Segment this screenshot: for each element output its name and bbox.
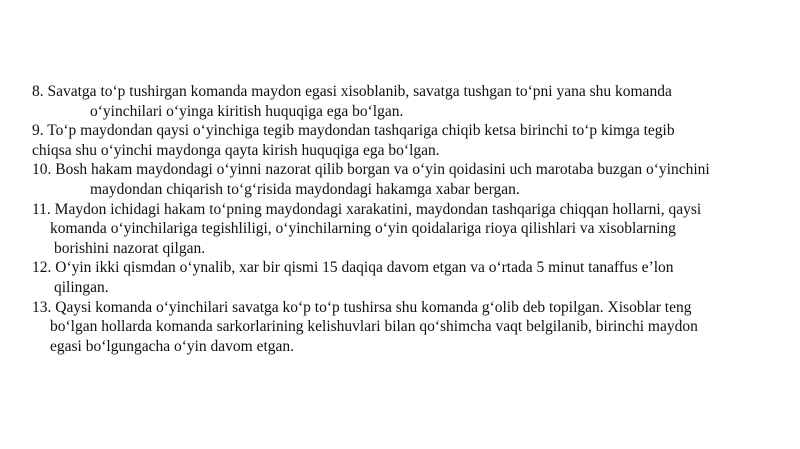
rule-9-line-1: 9. To‘p maydondan qaysi o‘yinchiga tegib maydondan tashqariga chiqib ketsa birinchi to‘p kimga tegib	[32, 122, 675, 140]
rule-12-line-1: 12. O‘yin ikki qismdan o‘ynalib, xar bir qismi 15 daqiqa davom etgan va o‘rtada 5 minut tanaffus e’lon	[32, 259, 674, 277]
rule-10-line-1: 10. Bosh hakam maydondagi o‘yinni nazorat qilib borgan va o‘yin qoidasini uch marotaba buzgan o‘yinchini	[32, 161, 710, 179]
rule-item-12	[32, 258, 782, 297]
rule-11-line-1: 11. Maydon ichidagi hakam to‘pning maydondagi xarakatini, maydondan tashqariga chiqqan hollarni, qaysi	[32, 200, 702, 218]
rule-13-line-2: bo‘lgan hollarda komanda sarkorlarining kelishuvlari bilan qo‘shimcha vaqt belgilanib, birinchi maydon	[50, 318, 698, 336]
rule-item-9	[32, 121, 782, 160]
rule-11-line-3: borishini nazorat qilgan.	[54, 239, 206, 257]
rule-item-8	[32, 82, 782, 121]
rule-8-line-2: o‘yinchilari o‘yinga kiritish huquqiga ega bo‘lgan.	[90, 102, 404, 120]
rules-list	[32, 82, 782, 356]
rule-12-line-2: qilingan.	[54, 278, 109, 296]
rule-8-line-1: 8. Savatga to‘p tushirgan komanda maydon egasi xisoblanib, savatga tushgan to‘pni yana shu komanda	[32, 83, 672, 100]
rule-9-line-2: chiqsa shu o‘yinchi maydonga qayta kirish huquqiga ega bo‘lgan.	[32, 141, 440, 159]
rule-11-line-2: komanda o‘yinchilariga tegishliligi, o‘yinchilarning o‘yin qoidalariga rioya qilishlari va xisoblarning	[50, 220, 676, 238]
rule-13-line-3: egasi bo‘lgungacha o‘yin davom etgan.	[50, 337, 295, 355]
rule-10-line-2: maydondan chiqarish to‘g‘risida maydondagi hakamga xabar bergan.	[90, 180, 520, 198]
rule-item-10	[32, 160, 782, 199]
rule-item-11	[32, 200, 782, 259]
rule-item-13	[32, 298, 782, 357]
rule-13-line-1: 13. Qaysi komanda o‘yinchilari savatga ko‘p to‘p tushirsa shu komanda g‘olib deb topilgan. Xisoblar teng	[32, 298, 692, 316]
